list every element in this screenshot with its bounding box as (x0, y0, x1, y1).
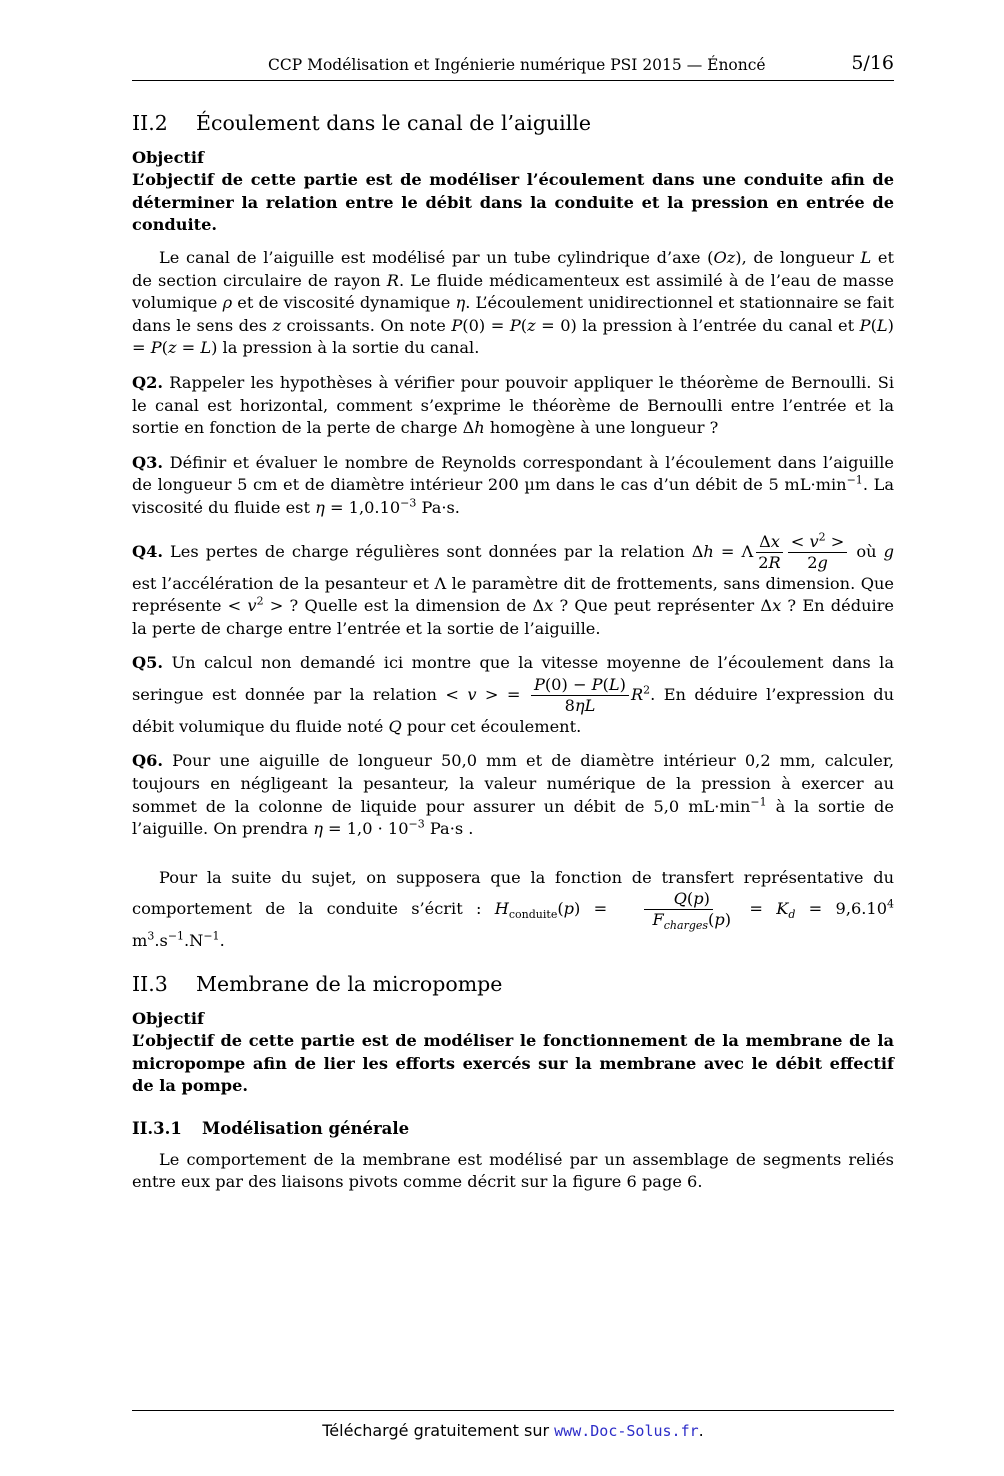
paragraph-transfer-function: Pour la suite du sujet, on supposera que la fonction de transfert représentative du comportement de la conduite s’écrit : $H_{conduite}(p)$ = $\frac{Q(p)}{F_{charges}(p)}$ = $K_d = 9,6.10^4$ $m^3.s^{-1}.N^{-1}$. (132, 867, 895, 951)
document-body (132, 112, 894, 1206)
question-4: Q4. Les pertes de charge régulières sont données par la relation Δh = Λ $\frac{\Delta x}{2R}$ $\frac{< v^2 >}{2g}$ où g est l’accélération de la pesanteur et Λ le paramètre dit de frottements, sans dimension. Que représente < $v^2$ > ? Quelle est la dimension de Δx ? Que peut représenter Δx ? En déduire la perte de charge entre l’entrée et la sortie de l’aiguille. (132, 530, 895, 638)
objective-text: L’objectif de cette partie est de modéliser l’écoulement dans une conduite afin de déterminer la relation entre le débit dans la conduite et la pression en entrée de conduite. (132, 170, 894, 235)
page-footer (132, 1421, 894, 1440)
header-divider (132, 80, 894, 81)
page-header (132, 52, 894, 74)
section-heading-2-3-1: II.3.1 Modélisation générale (132, 1119, 410, 1138)
section-heading-2-2: II.2 Écoulement dans le canal de l’aiguille (132, 111, 591, 135)
objective-label: Objectif (132, 1008, 205, 1028)
objective-label: Objectif (132, 147, 205, 167)
objective-text: L’objectif de cette partie est de modéliser le fonctionnement de la membrane de la micropompe afin de lier les efforts exercés sur la membrane avec le débit effectif de la pompe. (132, 1031, 894, 1096)
footer-text: Téléchargé gratuitement sur (322, 1421, 550, 1440)
paragraph-canal: Le canal de l’aiguille est modélisé par un tube cylindrique d’axe (Oz), de longueur L et de section circulaire de rayon R. Le fluide médicamenteux est assimilé à de l’eau de masse volumique ρ et de viscosité dynamique η. L’écoulement unidirectionnel et stationnaire se fait dans le sens des z croissants. On note P(0) = P(z = 0) la pression à l’entrée du canal et P(L) = P(z = L) la pression à la sortie du canal. (132, 247, 895, 358)
section-heading-2-3: II.3 Membrane de la micropompe (132, 972, 503, 997)
footer-divider (132, 1410, 894, 1411)
header-title: CCP Modélisation et Ingénierie numérique PSI 2015 — Énoncé (268, 56, 766, 74)
footer-dot: . (698, 1421, 704, 1440)
question-6: Q6. Pour une aiguille de longueur 50,0 mm et de diamètre intérieur 0,2 mm, calculer, toujours en négligeant la pesanteur, la valeur numérique de la pression à exercer au sommet de la colonne de liquide pour assurer un débit de 5,0 $mL\cdot\min^{-1}$ à la sortie de l’aiguille. On prendra $\eta = 1,0 \cdot 10^{-3}$ Pa·s . (132, 751, 894, 839)
question-2: Q2. Rappeler les hypothèses à vérifier pour pouvoir appliquer le théorème de Bernoulli. Si le canal est horizontal, comment s’exprime le théorème de Bernoulli entre l’entrée et la sortie en fonction de la perte de charge Δh homogène à une longueur ? (132, 372, 894, 438)
paragraph-membrane: Le comportement de la membrane est modélisé par un assemblage de segments reliés entre eux par des liaisons pivots comme décrit sur la figure 6 page 6. (132, 1149, 894, 1192)
question-3: Q3. Définir et évaluer le nombre de Reynolds correspondant à l’écoulement dans l’aiguille de longueur 5 cm et de diamètre intérieur 200 µm dans le cas d’un débit de 5 $mL\cdot\min^{-1}$. La viscosité du fluide est $\eta = 1,0.10^{-3}$ Pa·s. (132, 452, 894, 517)
footer-link[interactable]: www.Doc-Solus.fr (554, 1422, 699, 1440)
question-5: Q5. Un calcul non demandé ici montre que la vitesse moyenne de l’écoulement dans la seringue est donnée par la relation < v > = $\frac{P(0) - P(L)}{8\eta L}$ $R^2$. En déduire l’expression du débit volumique du fluide noté Q pour cet écoulement. (132, 653, 894, 736)
page-number: 5/16 (851, 52, 894, 74)
